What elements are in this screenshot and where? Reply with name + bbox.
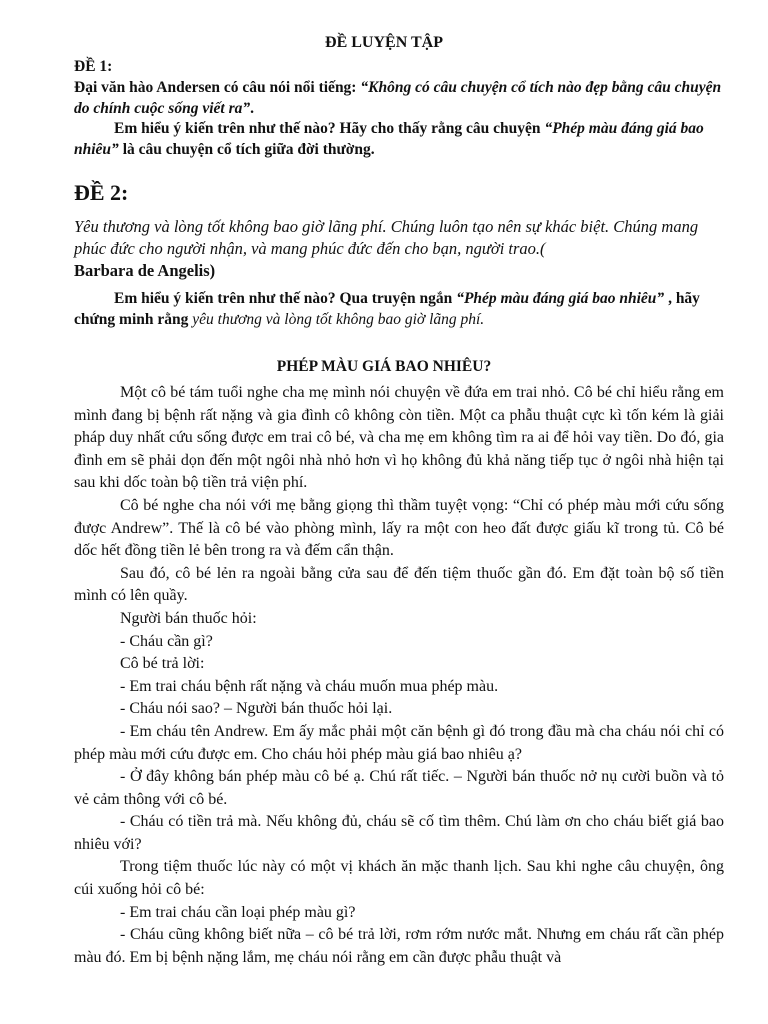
story-paragraph: - Em cháu tên Andrew. Em ấy mắc phải một căn bệnh gì đó trong đầu mà cha cháu nói chỉ có phép màu mới cứu được em. Cho cháu hỏi phép màu giá bao nhiêu ạ? — [74, 722, 724, 763]
story-paragraph: Một cô bé tám tuổi nghe cha mẹ mình nói chuyện về đứa em trai nhỏ. Cô bé chỉ hiểu rằng em mình đang bị bệnh rất nặng và gia đình cô không còn tiền. Một ca phẫu thuật cực kì tốn kém là giải pháp duy nhất cứu sống được em trai cô bé, và cha mẹ em không tìm ra ai để hỏi vay tiền. Do đó, gia đình em sẽ phải dọn đến một ngôi nhà nhỏ hơn vì họ không đủ khả năng tiếp tục ở ngôi nhà hiện tại sau khi dốc toàn bộ tiền trả viện phí. — [74, 384, 724, 492]
story-paragraph: - Cháu nói sao? – Người bán thuốc hỏi lại. — [120, 700, 393, 718]
story-paragraph: - Em trai cháu cần loại phép màu gì? — [120, 903, 356, 921]
de1-question-story: “Phép màu đáng giá bao nhiêu” — [74, 120, 704, 158]
de2-question-start: Em hiểu ý kiến trên như thế nào? Qua truyện ngắn — [114, 290, 457, 307]
story-paragraph: Cô bé trả lời: — [120, 655, 205, 673]
de2-question-story: “Phép màu đáng giá bao nhiêu” — [456, 290, 665, 307]
story-body — [74, 382, 724, 969]
story-title: PHÉP MÀU GIÁ BAO NHIÊU? — [276, 358, 492, 375]
story-paragraph: - Cháu cũng không biết nữa – cô bé trả lời, rơm rớm nước mắt. Nhưng em cháu rất cần phép màu đó. Em bị bệnh nặng lắm, mẹ cháu nói rằng em cần được phẫu thuật và — [74, 926, 724, 966]
de1-question-start: Em hiểu ý kiến trên như thế nào? Hãy cho thấy rằng câu chuyện — [114, 120, 545, 137]
story-paragraph: - Cháu có tiền trả mà. Nếu không đủ, cháu sẽ cố tìm thêm. Chú làm ơn cho cháu biết giá bao nhiêu với? — [74, 813, 724, 853]
de1-prompt — [74, 77, 724, 119]
story-paragraph: - Cháu cần gì? — [120, 632, 213, 650]
de1-intro: Đại văn hào Andersen có câu nói nổi tiếng: — [74, 79, 361, 96]
de2-question-mid: , hãy chứng minh rằng — [74, 290, 700, 328]
de2-author: Barbara de Angelis) — [74, 261, 216, 280]
de1-quote: “Không có câu chuyện cổ tích nào đẹp bằng câu chuyện do chính cuộc sống viết ra” — [74, 79, 722, 117]
de1-intro-end: . — [250, 100, 254, 117]
de2-question — [74, 288, 724, 330]
story-paragraph: - Ở đây không bán phép màu cô bé ạ. Chú rất tiếc. – Người bán thuốc nở nụ cười buồn và tỏ vẻ cảm thông với cô bé. — [74, 768, 724, 808]
document-title: ĐỀ LUYỆN TẬP — [325, 34, 443, 51]
de2-label: ĐỀ 2: — [74, 180, 129, 205]
de1-label: ĐỀ 1: — [74, 58, 113, 75]
story-paragraph: Người bán thuốc hỏi: — [120, 609, 257, 627]
story-paragraph: Trong tiệm thuốc lúc này có một vị khách ăn mặc thanh lịch. Sau khi nghe câu chuyện, ông cúi xuống hỏi cô bé: — [74, 858, 724, 899]
de2-quote-block — [74, 216, 724, 282]
de1-question-end: là câu chuyện cổ tích giữa đời thường. — [118, 141, 375, 158]
de2-question-end: yêu thương và lòng tốt không bao giờ lãng phí. — [192, 311, 485, 328]
story-paragraph: - Em trai cháu bệnh rất nặng và cháu muốn mua phép màu. — [120, 677, 499, 695]
de2-quote: Yêu thương và lòng tốt không bao giờ lãng phí. Chúng luôn tạo nên sự khác biệt. Chúng mang phúc đức cho người nhận, và mang phúc đức đến cho bạn, người trao.( — [74, 217, 699, 258]
story-paragraph: Cô bé nghe cha nói với mẹ bằng giọng thì thầm tuyệt vọng: “Chỉ có phép màu mới cứu sống được Andrew”. Thế là cô bé vào phòng mình, lấy ra một con heo đất được giấu kĩ trong tủ. Cô bé dốc hết đồng tiền lẻ bên trong ra và đếm cẩn thận. — [74, 496, 724, 560]
story-paragraph: Sau đó, cô bé lẻn ra ngoài bằng cửa sau để đến tiệm thuốc gần đó. Em đặt toàn bộ số tiền mình có lên quầy. — [74, 564, 724, 605]
de1-question — [74, 118, 724, 160]
